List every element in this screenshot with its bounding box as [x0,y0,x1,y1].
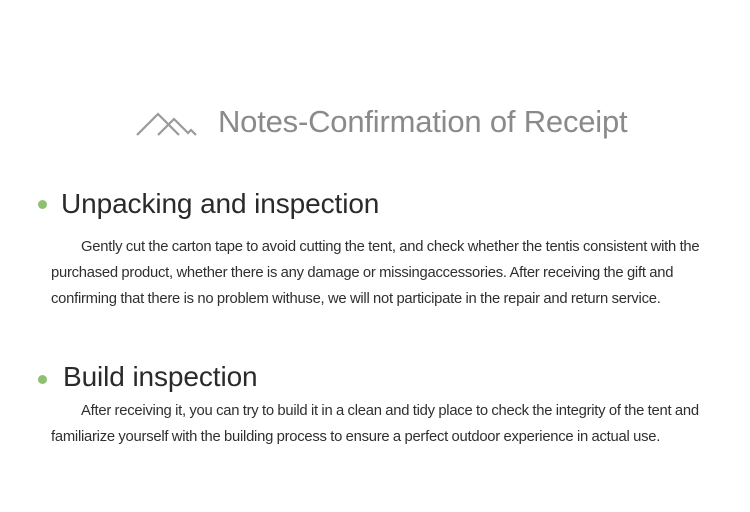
page-title: Notes-Confirmation of Receipt [218,104,628,139]
section-title: Build inspection [63,361,258,392]
section-heading-unpacking [38,188,379,220]
bullet-icon [38,200,47,209]
mountain-outline-icon [136,108,198,136]
section-heading-build [38,361,258,393]
page-header [136,100,627,144]
bullet-icon [38,375,47,384]
section-body-unpacking: Gently cut the carton tape to avoid cutting the tent, and check whether the tentis consistent with the purchased product, whether there is any damage or missingaccessories. After receiving the gift and confirming that there is no problem withuse, we will not participate in the repair and return service. [51,239,700,307]
section-title: Unpacking and inspection [61,188,380,219]
section-body-build: After receiving it, you can try to build it in a clean and tidy place to check the integrity of the tent and familiarize yourself with the building process to ensure a perfect outdoor experience in actual use. [51,403,699,445]
